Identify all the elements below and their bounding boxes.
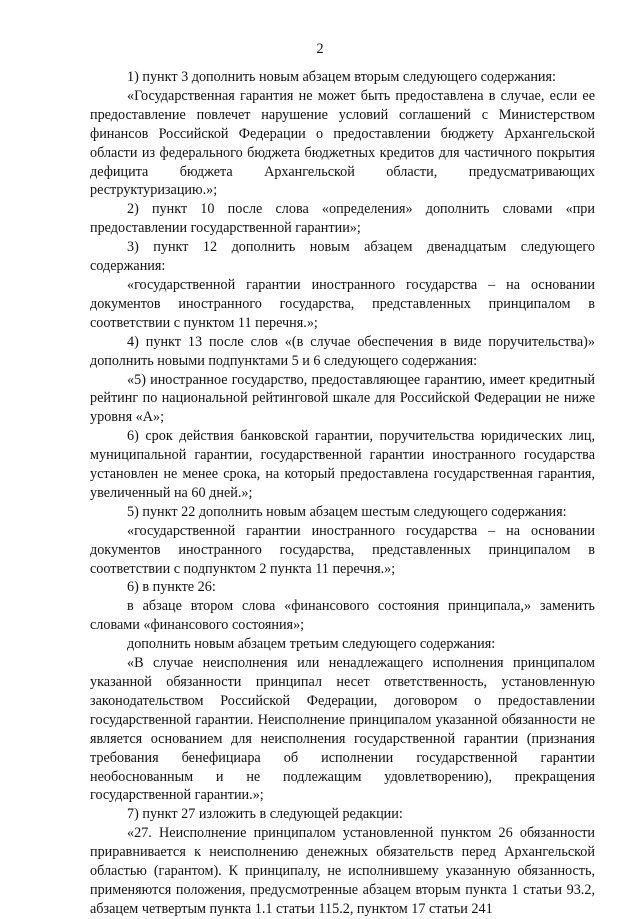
paragraph-13: дополнить новым абзацем третьим следующего содержания: <box>127 636 496 653</box>
paragraph-5: «государственной гарантии иностранного государства – на основании документов иностранного государства, представленных принципалом в соответствии с пунктом 11 перечня.»; <box>90 276 595 331</box>
paragraph-8: 6) срок действия банковской гарантии, поручительства юридических лиц, муниципальной гарантии, государственной гарантии иностранного государства установлен не менее срока, на который предоставлена государственная гарантия, увеличенный на 60 дней.»; <box>90 428 595 501</box>
paragraph-11: 6) в пункте 26: <box>127 579 216 596</box>
paragraph-12: в абзаце втором слова «финансового состояния принципала,» заменить словами «финансового состояния»; <box>90 598 595 634</box>
paragraph-14: «В случае неисполнения или ненадлежащего исполнения принципалом указанной обязанности принципал несет ответственность, установленную законодательством Российской Федерации, договором о предоставлении государственной гарантии. Неисполнение принципалом указанной обязанности не является основанием для неисполнения государственной гарантии (признания требования бенефициара об исполнении государственной гарантии необоснованным и не подлежащим удовлетворению), прекращения государственной гарантии.»; <box>90 655 595 804</box>
paragraph-15: 7) пункт 27 изложить в следующей редакции: <box>127 806 403 823</box>
document-body <box>90 68 595 919</box>
page-number: 2 <box>316 41 324 57</box>
paragraph-16: «27. Неисполнение принципалом установленной пунктом 26 обязанности приравнивается к неисполнению денежных обязательств перед Архангельской областью (гарантом). К принципалу, не исполнившему указанную обязанность, применяются положения, предусмотренные абзацем вторым пункта 1 статьи 93.2, абзацем четвертым пункта 1.1 статьи 115.2, пунктом 17 статьи 241 <box>90 825 595 917</box>
paragraph-1: 1) пункт 3 дополнить новым абзацем вторым следующего содержания: <box>127 69 556 85</box>
paragraph-6: 4) пункт 13 после слов «(в случае обеспечения в виде поручительства)» дополнить новыми подпунктами 5 и 6 следующего содержания: <box>90 333 595 369</box>
paragraph-3: 2) пункт 10 после слова «определения» дополнить словами «при предоставлении государственной гарантии»; <box>90 201 595 237</box>
paragraph-2: «Государственная гарантия не может быть предоставлена в случае, если ее предоставление повлечет нарушение условий соглашений с Министерством финансов Российской Федерации о предоставлении бюджету Архангельской области из федерального бюджета бюджетных кредитов для частичного покрытия дефицита бюджета Архангельской области, предусматривающих реструктуризацию.»; <box>90 87 595 199</box>
paragraph-10: «государственной гарантии иностранного государства – на основании документов иностранного государства, представленных принципалом в соответствии с подпунктом 2 пункта 11 перечня.»; <box>90 522 595 577</box>
paragraph-7: «5) иностранное государство, предоставляющее гарантию, имеет кредитный рейтинг по национальной рейтинговой шкале для Российской Федерации не ниже уровня «А»; <box>90 371 595 426</box>
paragraph-9: 5) пункт 22 дополнить новым абзацем шестым следующего содержания: <box>127 503 567 520</box>
paragraph-4: 3) пункт 12 дополнить новым абзацем двенадцатым следующего содержания: <box>90 239 595 275</box>
